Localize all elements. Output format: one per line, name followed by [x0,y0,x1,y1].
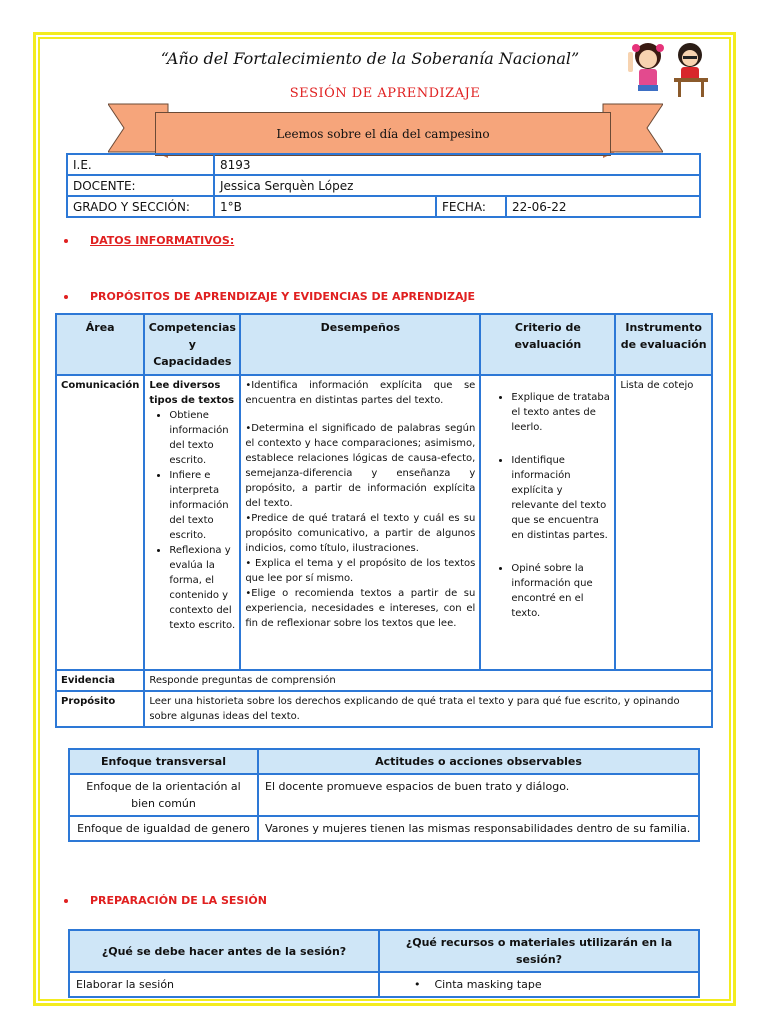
table-header-row [69,749,699,774]
desempenos-cell [240,375,480,670]
bullet-icon [64,899,68,903]
table-header-row [56,314,712,375]
preparacion-heading [64,894,267,907]
datos-heading [64,234,234,247]
table-row [56,670,712,691]
fecha-label: FECHA: [436,196,506,217]
kid-right-glasses [683,56,697,59]
kid-left-arm [628,52,633,72]
ribbon-title: Leemos sobre el día del campesino [155,112,611,156]
col-antes: ¿Qué se debe hacer antes de la sesión? [69,930,379,972]
preparacion-heading-text: PREPARACIÓN DE LA SESIÓN [90,894,267,907]
table-row [56,691,712,727]
fecha-value: 22-06-22 [506,196,700,217]
ie-label: I.E. [67,154,214,175]
col-instrumento: Instrumento de evaluación [615,314,712,375]
kid-right-desk [674,78,708,82]
kid-left-face [639,50,657,68]
capacidades-list [149,408,235,633]
accion-cell: Varones y mujeres tienen las mismas responsabilidades dentro de su familia. [258,816,699,841]
year-title: “Año del Fortalecimiento de la Soberanía Nacional” [160,49,580,68]
table-row [56,375,712,670]
propositos-table [55,313,713,728]
table-row [69,774,699,816]
table-row [67,154,700,175]
ie-value: 8193 [214,154,700,175]
desempeno-item: •Identifica información explícita que se encuentra en distintas partes del texto. [245,380,476,406]
kid-left-body [639,69,657,87]
desempeno-item: •Elige o recomienda textos a partir de su experiencia, necesidades e intereses, con el fin de reflexionar sobre los textos que lee. [245,588,476,629]
list-item: • Reflexiona y evalúa la forma, el contenido y contexto del texto escrito. [169,543,235,633]
preparacion-table [68,929,700,998]
kid-left-skirt [638,85,658,91]
table-row [67,175,700,196]
col-enfoque: Enfoque transversal [69,749,258,774]
docente-label: DOCENTE: [67,175,214,196]
table-row [69,972,699,997]
evidencia-label: Evidencia [56,670,144,691]
table-row [69,816,699,841]
criterio-cell [480,375,615,670]
grado-label: GRADO Y SECCIÓN: [67,196,214,217]
instrumento-cell: Lista de cotejo [615,375,712,670]
recurso-text: Cinta masking tape [434,978,542,991]
list-item: • Obtiene información del texto escrito. [169,408,235,468]
grado-value: 1°B [214,196,436,217]
desempeno-item: • Explica el tema y el propósito de los textos que lee por sí mismo. [245,558,476,584]
kids-illustration [626,40,714,100]
session-title: SESIÓN DE APRENDIZAJE [289,86,481,101]
kid-left-bow2 [656,44,664,52]
col-actitudes: Actitudes o acciones observables [258,749,699,774]
proposito-value: Leer una historieta sobre los derechos explicando de qué trata el texto y para qué fue escrito, y opinando sobre algunas ideas del texto. [144,691,712,727]
bullet-icon: • [414,978,421,991]
col-criterio: Criterio de evaluación [480,314,615,375]
enfoque-table [68,748,700,842]
info-table [66,153,701,218]
bullet-icon [64,295,68,299]
kid-left-bow [632,44,640,52]
list-item: • Identifique información explícita y relevante del texto que se encuentra en distintas partes. [511,453,610,543]
bullet-icon [64,239,68,243]
table-row [67,196,700,217]
propositos-heading [64,290,475,303]
competencias-cell [144,375,240,670]
list-item: • Infiere e interpreta información del texto escrito. [169,468,235,543]
col-desempenos: Desempeños [240,314,480,375]
enfoque-cell: Enfoque de la orientación al bien común [69,774,258,816]
list-item: • Opiné sobre la información que encontré en el texto. [511,561,610,621]
proposito-label: Propósito [56,691,144,727]
enfoque-cell: Enfoque de igualdad de genero [69,816,258,841]
evidencia-value: Responde preguntas de comprensión [144,670,712,691]
criterios-list [485,390,610,621]
accion-cell: El docente promueve espacios de buen trato y diálogo. [258,774,699,816]
propositos-heading-text: PROPÓSITOS DE APRENDIZAJE Y EVIDENCIAS DE APRENDIZAJE [90,290,476,303]
table-header-row [69,930,699,972]
antes-cell: Elaborar la sesión [69,972,379,997]
list-item: • Explique de trataba el texto antes de leerlo. [511,390,610,435]
ribbon-tail-right [603,104,663,152]
col-recursos: ¿Qué recursos o materiales utilizarán en la sesión? [379,930,699,972]
kid-right-desk-leg [678,82,681,97]
recurso-cell [379,972,699,997]
datos-heading-text: DATOS INFORMATIVOS: [90,234,235,247]
col-competencias: Competencias y Capacidades [144,314,240,375]
area-cell: Comunicación [56,375,144,670]
desempeno-item: •Predice de qué tratará el texto y cuál es su propósito comunicativo, a partir de algunos indicios, como título, ilustraciones. [245,513,476,554]
kid-right-desk-leg2 [701,82,704,97]
docente-value: Jessica Serquèn López [214,175,700,196]
desempeno-item: •Determina el significado de palabras según el contexto y hace comparaciones; asimismo, establece relaciones lógicas de causa-efecto, semejanza-diferencia y enseñanza y propósito, a partir de información explícita del texto. [245,423,476,509]
col-area: Área [56,314,144,375]
competencia-title: Lee diversos tipos de textos [149,380,235,406]
